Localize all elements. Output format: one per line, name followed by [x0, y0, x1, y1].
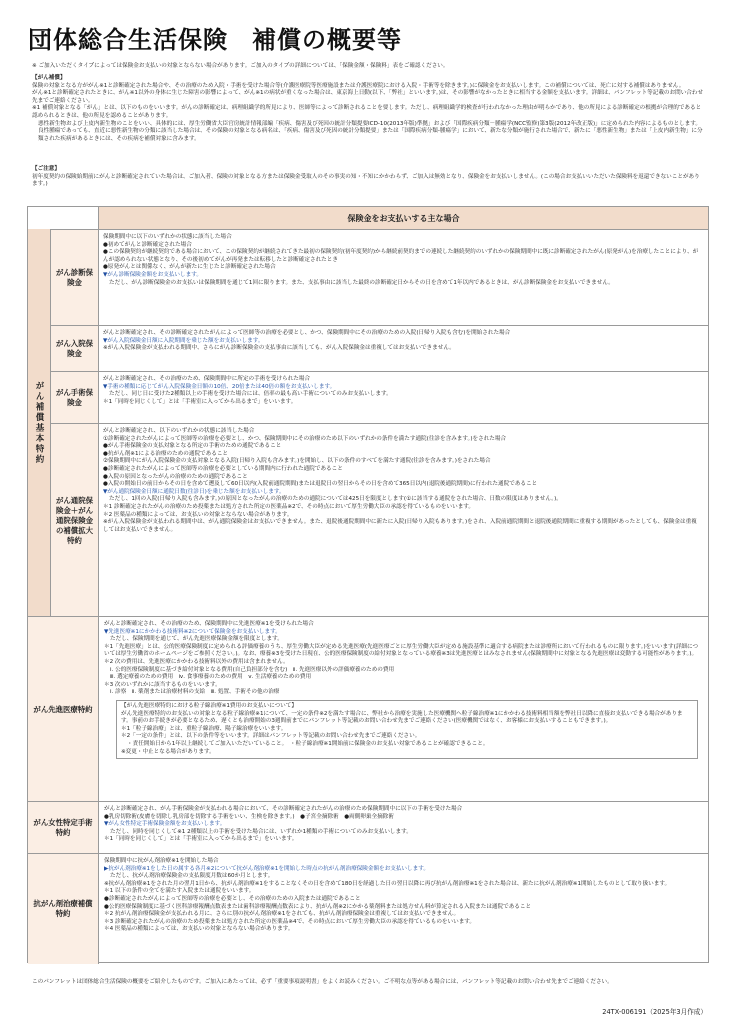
title-sub: 補償の概要等	[252, 26, 402, 54]
row-line: ▼がん診断保険金額をお支払いします。	[103, 271, 202, 278]
title-main: 団体総合生活保険	[28, 26, 228, 54]
row-line: ただし、保険期間を通じて、がん先進医療保険金額を限度とします。	[110, 636, 283, 643]
row-line: がんと診断確定され、以下のいずれかの状態に該当した場合	[103, 428, 255, 434]
row-line: ＊2 抗がん剤治療保険金が支払われる月に、さらに別の抗がん剤治療※1をされても、抗がん剤治療保険金は重複してはお支払いできません。	[104, 911, 460, 918]
footer-note: このパンフレットは団体総合生活保険の概要をご紹介したものです。ご加入にあたっては、必ず「重要事項説明書」をよくお読みください。ご不明な点等がある場合には、パンフレット等記載のお問い合わせ先までご連絡ください。	[32, 979, 613, 985]
attention-heading: 【ご注意】	[32, 166, 60, 172]
coverage-table	[27, 206, 709, 963]
row-line: ▼がん入院保険金日額に入院期間を乗じた額をお支払いします。	[103, 337, 264, 344]
row-line: ▼がん女性特定手術保険金額をお支払いします。	[104, 821, 226, 828]
row-line: ※がん入院保険金が支払われる期間中は、がん通院保険金はお支払いできません。また、退院後通院期間中に新たに入院(日帰り入院もあります。)をされ、入院前通院期間と退院後通院期間に重複する期間があったとしても、保険金は重複してはお支払いできません。	[103, 519, 697, 533]
row-line: 保険期間中に以下のいずれかの状態に該当した場合	[103, 234, 232, 240]
row-line: ①診断確定されたがんによって医師等の治療を必要とし、かつ、保険期間中にその治療のため以下のいずれかの条件を満たす通院(往診を含みます。)をされた場合	[103, 435, 507, 442]
row-body	[103, 234, 702, 287]
row-line: ●入院の開始日の前日からその日を含めて遡及して60日以内(入院前通院期間)または退院日の翌日からその日を含めて365日以内(退院後通院期間)に行われた通院であること	[103, 481, 538, 488]
box-line: ＊2「一定の条件」とは、以下の条件等をいいます。詳細はパンフレット等記載のお問い合わせ先までご連絡ください。	[121, 733, 421, 740]
row-line: ●がん手術保険金の支払対象となる所定の手術のための通院であること	[103, 443, 282, 450]
intro-note: ※ ご加入いただくタイプによっては保険金お支払いの対象とならない場合があります。ご加入のタイプの詳細については、「保険金額・保険料」表をご確認ください。	[32, 63, 449, 69]
row-line: ●抗がん剤※1による治療のための通院であること	[103, 450, 229, 457]
row-label: がん手術保険金	[51, 372, 99, 424]
row-label: がん入院保険金	[51, 326, 99, 372]
row-body	[103, 330, 702, 353]
cancer-coverage-heading: 【がん補償】	[32, 75, 66, 81]
row-line: ＊4 医薬品の種類によっては、お支払いの対象とならない場合があります。	[104, 926, 294, 933]
row-body	[104, 858, 702, 934]
table-corner-cell	[28, 207, 99, 229]
attention-text: 初年度契約の保険始期前にがんと診断確定されていた場合は、ご加入者、保険の対象となる方または保険金受取人のその事実の知・不知にかかわらず、ご加入は無効となり、保険金をお支払いしません。(この場合お支払いいただいた保険料を返還できないことがあります。)	[32, 173, 700, 188]
row-line: ＊1「先進医療」とは、公的医療保険制度に定められる評価療養のうち、厚生労働大臣が定める先進医療(先進医療ごとに厚生労働大臣が定める施設基準に適合する病院または診療所において行われるものに限ります。)をいいます(詳細については厚生労働省のホームページをご参照ください。)。なお、療養※3を受けた日現在、公的医療保険制度の給付対象となっている療養※3は先進医療とはみなされません(保険期間中に対象となる先進医療は変動する可能性があります。)。	[104, 643, 699, 658]
row-line: ●診断確定されたがんによって医師等の治療を必要としている期間内に行われた通院であること	[103, 465, 343, 472]
box-line: ※変更・中止となる場合があります。	[121, 748, 215, 755]
box-line: ＊1「粒子線治療」とは、重粒子線治療、陽子線治療をいいます。	[121, 725, 287, 732]
row-line: ●初めてがんと診断確定された場合	[103, 241, 192, 248]
row-line: ただし、同じ日に受けた2種類以上の手術を受けた場合には、倍率の最も高い手術についてのみお支払いします。	[109, 391, 392, 398]
cancer-coverage-line: がん※1と診断確定されたときに、がん※1以外の身体に生じた障害の影響によって、がん※1の病状が重くなった場合は、東京海上日動(以下、「弊社」といいます。)は、その影響がなかったときに相当する金額を支払います。詳細は、パンフレット等記載のお問い合わせ先までご連絡ください。	[32, 90, 704, 104]
row-line: ●診断確定されたがんによって医師等の治療を必要とし、その治療のための入院または通院であること	[104, 895, 361, 902]
box-line: 【がん先進医療特約における粒子線治療※1費用のお支払いについて】	[121, 702, 297, 709]
cancer-coverage-section	[32, 75, 704, 143]
row-body	[104, 621, 702, 761]
row-line: ※がん入院保険金が支払われる期間中、さらにがん診断保険金の支払事由に該当しても、がん入院保険金は重複してはお支払いできません。	[103, 345, 455, 352]
row-line: ※抗がん剤治療※1をされた月の翌月1日から、抗がん剤治療※1をすることなくその日を含めて180日を経過した日の翌日以降に再び抗がん剤治療※1をされた場合は、新たに抗がん剤治療※1開始したものとして取り扱います。	[104, 880, 671, 887]
document-code: 24TX-006191（2025年3月作成）	[602, 1008, 707, 1016]
row-line: ▼先進医療※1にかかわる技術料※2について保険金をお支払いします。	[104, 628, 281, 635]
table-row-female-surgery	[28, 801, 708, 854]
row-body	[104, 806, 702, 844]
row-line: ●公的医療保険制度に基づく医科診療報酬点数表または歯科診療報酬点数表により、抗がん剤※2にかかる薬剤料または処方せん料が算定される入院または通院であること	[104, 903, 532, 910]
cancer-coverage-line: 悪性新生物および上皮内新生物のことをいい、具体的には、厚生労働省大臣官房統計情報部編「疾病、傷害及び死因の統計分類提要ICD-10(2013年版)準拠」および「国際疾病分類－腫瘍学(NCC監修)第3版(2012年改正版)」に定められた内容によるものとします。良性腫瘍であっても、直近に悪性新生物の分類に該当した場合は、その保険の対象となる病名は、「疾病、傷害及び死因の統計分類提要」または「国際疾病分類-腫瘍学」において、新たな分類が施行された場合で、新たに「悪性新生物」または「上皮内新生物」に分類された疾病があるときには、その疾病を補償対象に含みます。	[38, 120, 703, 142]
row-line: ▼手術の種類に応じてがん入院保険金日額の10倍、20倍または40倍の額をお支払いします。	[103, 383, 336, 390]
group-label: がん補償基本特約	[34, 380, 44, 465]
row-line: ＊2 次の費用は、先進医療にかかわる技術料以外の費用は含まれません。	[104, 658, 289, 665]
row-label: 抗がん剤治療補償特約	[28, 854, 99, 964]
row-line: 保険期間中に抗がん剤治療※1を開始した場合	[104, 858, 219, 864]
row-line: ⅰ. 診察 ⅱ. 薬剤または治療材料の支給 ⅲ. 処置、手術その他の治療	[110, 689, 280, 696]
row-line: ＊3 次のいずれかに該当するものをいいます。	[104, 681, 221, 688]
row-line: がんと診断確定され、がん手術保険金が支払われる場合において、その診断確定されたがんの治療のため保険期間中に以下の手術を受けた場合	[104, 806, 463, 812]
table-row-diagnosis	[51, 229, 708, 326]
row-label: がん通院保険金＋がん通院保険金の補償拡大特約	[51, 424, 99, 617]
row-label: がん先進医療特約	[28, 617, 99, 802]
row-line: ＊1 以下の条件の全てを満たす入院または通院をいいます。	[104, 888, 255, 895]
row-line: ＊1「同時を同じくして」とは「手術室に入ってから出るまで」をいいます。	[104, 836, 298, 843]
row-label: がん診断保険金	[51, 230, 99, 326]
row-line: がんと診断確定され、その診断確定されたがんによって医師等の治療を必要とし、かつ、保険期間中にその治療のための入院(日帰り入院も含む)を開始された場合	[103, 330, 511, 336]
page-title	[28, 20, 402, 55]
row-line: ②保険期間中にがん入院保険金の支払対象となる入院(日帰り入院も含みます。)を開始し、以下の条件のすべてを満たす通院(往診を含みます。)をされた場合	[103, 458, 491, 465]
row-line: ＊3 診断確定されたがんの治療のため投薬または処方された所定の医薬品※4で、その時点において厚生労働大臣の承認を得ているものをいいます。	[104, 918, 476, 925]
group-label-cell	[28, 229, 51, 616]
row-line: ⅲ. 選定療養のための費用 ⅳ. 食事療養のための費用 ⅴ. 生活療養のための費用	[110, 674, 312, 681]
row-line: ただし、がん診断保険金のお支払いは保険期間を通じて1回に限ります。また、支払事由に該当した最終の診断確定日からその日を含めて1年以内であるときは、がん診断保険金をお支払いできません。	[109, 279, 614, 286]
row-line: がんと診断確定され、その治療のため、保険期間中に先進医療※1を受けられた場合	[104, 621, 314, 627]
box-line: がん先進医療特約のお支払いの対象となる粒子線治療※1について、一定の条件※2を満たす場合に、弊社から治療を実施した医療機関へ粒子線治療※1にかかわる技術料相当額を弊社日以降に直接お支払いできる場合があります。事前のお手続きが必要となるため、遅くとも治療開始の3週間前までにパンフレット等記載のお問い合わせ先までご連絡ください(医療機関ではなく、お客様にお支払いすることもできます。)。	[121, 710, 683, 725]
row-label: がん女性特定手術特約	[28, 802, 99, 854]
attention-section	[32, 166, 704, 189]
row-line: ●この保険契約が継続契約である場合において、この保険契約が継続されてきた最初の保険契約(初年度契約)から継続前契約までの連続した継続契約のいずれかの保険期間中に既に診断確定されたがん(原発がん)を治療したことにより、がんが認められない状態となり、その後初めてがんが再発または転移したと診断確定されたとき	[103, 249, 699, 263]
row-line: ただし、1回の入院(日帰り入院も含みます。)の原因となったがんの治療のための通院については425日を限度とします(①に該当する通院をされた場合、日数の限度はありません。)。	[109, 496, 562, 503]
table-row-outpatient	[51, 423, 708, 617]
row-line: ▶抗がん剤治療※1をした日の属する各月※2について抗がん剤治療※1を開始した時点の抗がん剤治療保険金額をお支払いします。	[104, 865, 429, 872]
row-body	[103, 428, 702, 534]
row-line: ＊2 医薬品の種類によっては、お支払いの対象とならない場合があります。	[103, 511, 293, 518]
box-line: ・責任開始日から1年以上継続してご加入いただいていること。 ・粒子線治療※1開始前に保険金のお支払い対象であることが確認できること。	[127, 740, 489, 747]
cancer-coverage-line: 保険の対象となる方ががん※1と診断確定された場合や、その治療のため入院・手術を受けた場合等(介護医療院等医療施設または介護医療院における入院・手術等を除きます。)に保険金をお支払いします。この補償については、死亡に対する補償はありません。	[32, 82, 685, 89]
row-line: ●入院の原因となったがんの治療のための通院であること	[103, 473, 248, 480]
row-line: ＊1「同時を同じくして」とは「手術室に入ってから出るまで」をいいます。	[103, 398, 297, 405]
table-row-hospitalization	[51, 325, 708, 372]
cancer-coverage-line: ※1 補償対象となる「がん」とは、以下のものをいいます。がんの診断確定は、病理組織学的所見により、医師等によって診断されることを要します。ただし、病理組織学的検査が行われなかった理由が明らかであり、他の所見による診断確定の根拠が合理的であると認められるときは、他の所見を認めることがあります。	[32, 105, 702, 119]
row-line: ●乳房切除術(皮膚を切除し乳房部を切除する手術をいい、生検を除きます。) ●子宮全摘除術 ●両側卵巣全摘除術	[104, 813, 394, 820]
row-line: ＊1 診断確定されたがんの治療のため投薬または処方された所定の医薬品※2で、その時点において厚生労働大臣の承認を得ているものをいいます。	[103, 503, 475, 510]
row-line: ⅰ. 公的医療保険制度に基づき給付対象となる費用(自己負担部分を含む) ⅱ. 先進医療以外の評価療養のための費用	[110, 666, 395, 673]
table-row-surgery	[51, 371, 708, 424]
table-header: 保険金をお支払いする主な場合	[99, 207, 708, 230]
row-line: ただし、抗がん剤治療保険金の支払限度月数は60か月とします。	[110, 873, 274, 880]
proton-therapy-box	[116, 700, 698, 759]
row-line: ▼がん通院保険金日額に通院日数(往診日)を乗じた額をお支払いします。	[103, 488, 285, 495]
table-row-advanced-medical	[28, 616, 708, 802]
row-line: ただし、同時を同じくして※1 2種類以上の手術を受けた場合には、いずれか1種類の手術についてのみお支払いします。	[110, 828, 412, 835]
table-row-anticancer	[28, 853, 708, 964]
row-line: がんと診断確定され、その治療のため、保険期間中に所定の手術を受けられた場合	[103, 376, 311, 382]
row-line: ●原発がんとは関係なく、がんが新たに生じたと診断確定された場合	[103, 264, 276, 271]
row-body	[103, 376, 702, 406]
